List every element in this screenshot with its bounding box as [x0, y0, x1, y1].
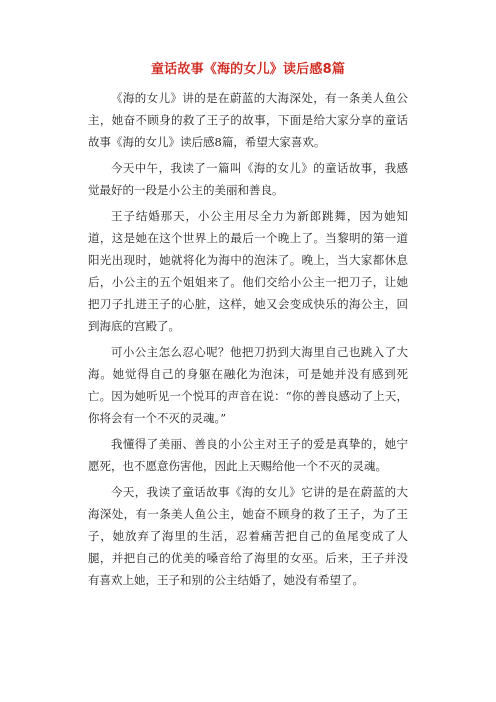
- paragraph-intro: 《海的女儿》讲的是在蔚蓝的大海深处，有一条美人鱼公主，她奋不顾身的救了王子的故事，下面是给大家分享的童话故事《海的女儿》读后感8篇，希望大家喜欢。: [88, 91, 408, 149]
- paragraph-3: 王子结婚那天，小公主用尽全力为新郎跳舞，因为她知道，这是她在这个世界上的最后一个晚上了。当黎明的第一道阳光出现时，她就将化为海中的泡沫了。晚上，当大家都休息后，小公主的五个姐姐来了。他们交给小公主一把刀子，让她把刀子扎进王子的心脏，这样，她又会变成快乐的海公主，回到海底的宫殿了。: [88, 209, 408, 333]
- paragraph-4: 可小公主怎么忍心呢？他把刀扔到大海里自己也跳入了大海。她觉得自己的身躯在融化为泡沫，可是她并没有感到死亡。因为她听见一个悦耳的声音在说：“你的善良感动了上天，你将会有一个不灭的灵魂。”: [88, 345, 408, 425]
- paragraph-6: 今天，我读了童话故事《海的女儿》它讲的是在蔚蓝的大海深处，有一条美人鱼公主，她奋不顾身的救了王子，为了王子，她放弃了海里的生活，忍着痛苦把自己的鱼尾变成了人腿，并把自己的优美的嗓音给了海里的女巫。后来，王子并没有喜欢上她，王子和别的公主结婚了，她没有希望了。: [88, 485, 408, 587]
- paragraph-5: 我懂得了美丽、善良的小公主对王子的爱是真挚的，她宁愿死，也不愿意伤害他，因此上天赐给他一个不灭的灵魂。: [88, 437, 408, 473]
- document-title: 童话故事《海的女儿》读后感8篇: [150, 62, 346, 77]
- paragraph-2: 今天中午，我读了一篇叫《海的女儿》的童话故事，我感觉最好的一段是小公主的美丽和善良。: [88, 161, 408, 197]
